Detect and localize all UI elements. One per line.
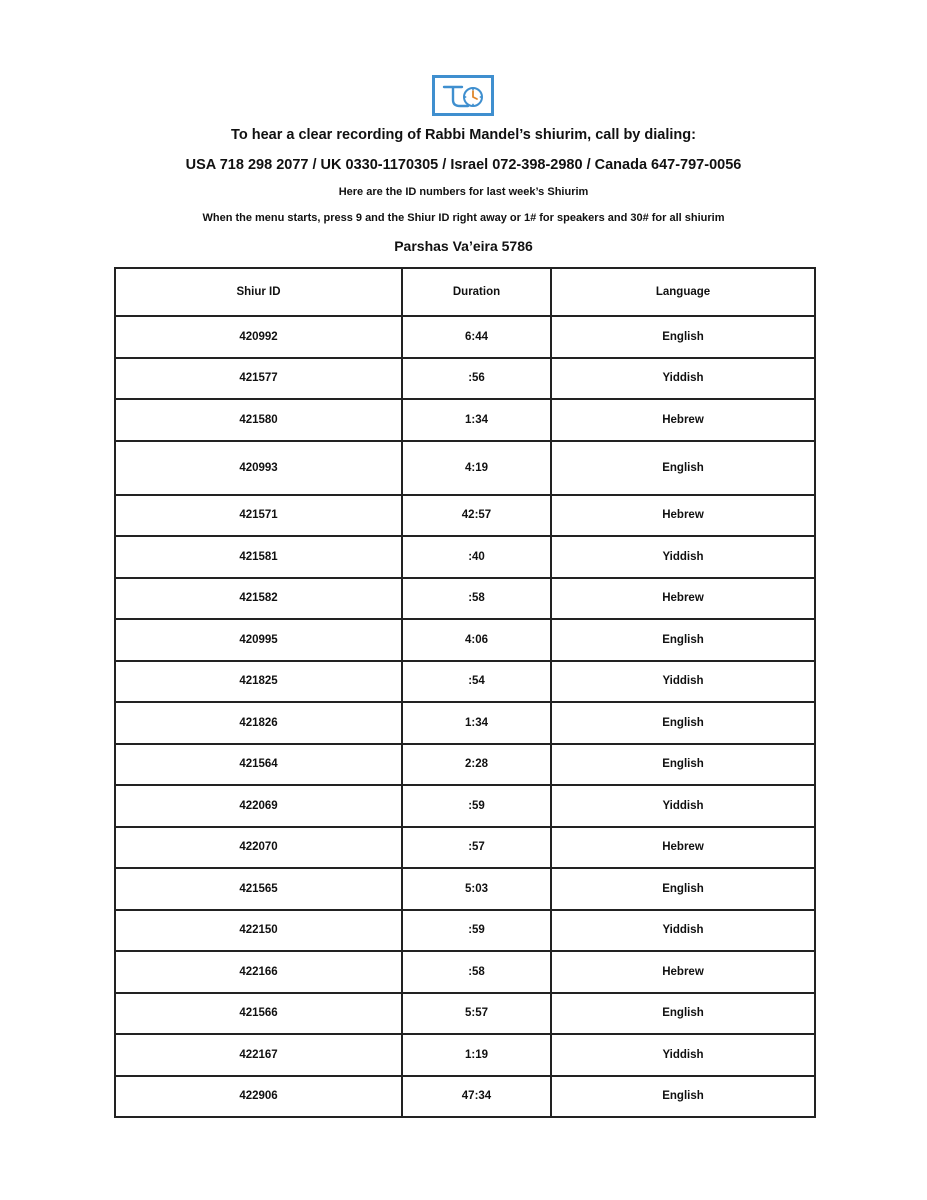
language-cell: English — [551, 868, 815, 910]
table-row — [115, 619, 815, 661]
language-cell: English — [551, 993, 815, 1035]
shiur-id-cell: 421577 — [115, 358, 402, 400]
duration-cell: 1:19 — [402, 1034, 551, 1076]
duration-cell: 6:44 — [402, 316, 551, 358]
duration-cell: :57 — [402, 827, 551, 869]
shiur-id-cell: 422166 — [115, 951, 402, 993]
tc-clock-logo-icon — [432, 75, 494, 116]
table-row — [115, 316, 815, 358]
duration-cell: :54 — [402, 661, 551, 703]
shiur-id-cell: 422150 — [115, 910, 402, 952]
table-row — [115, 399, 815, 441]
duration-cell: :56 — [402, 358, 551, 400]
language-cell: English — [551, 316, 815, 358]
duration-cell: 4:06 — [402, 619, 551, 661]
language-cell: English — [551, 441, 815, 495]
language-cell: Yiddish — [551, 661, 815, 703]
language-cell: English — [551, 702, 815, 744]
duration-cell: 47:34 — [402, 1076, 551, 1118]
shiur-id-cell: 421580 — [115, 399, 402, 441]
table-row — [115, 910, 815, 952]
shiur-id-cell: 421582 — [115, 578, 402, 620]
shiur-id-cell: 420995 — [115, 619, 402, 661]
duration-cell: 5:03 — [402, 868, 551, 910]
table-row — [115, 358, 815, 400]
table-row — [115, 702, 815, 744]
language-cell: Hebrew — [551, 951, 815, 993]
shiur-id-cell: 420992 — [115, 316, 402, 358]
table-row — [115, 868, 815, 910]
shiur-id-cell: 420993 — [115, 441, 402, 495]
table-row — [115, 536, 815, 578]
duration-cell: 42:57 — [402, 495, 551, 537]
duration-cell: :59 — [402, 785, 551, 827]
table-header-row — [115, 268, 815, 316]
duration-cell: :40 — [402, 536, 551, 578]
menu-instructions: When the menu starts, press 9 and the Shiur ID right away or 1# for speakers and 30# for all shiurim — [202, 212, 725, 224]
table-row — [115, 993, 815, 1035]
language-cell: English — [551, 619, 815, 661]
parsha-title: Parshas Va’eira 5786 — [394, 238, 533, 254]
table-row — [115, 827, 815, 869]
column-header-duration: Duration — [402, 268, 551, 316]
duration-cell: :58 — [402, 578, 551, 620]
shiur-id-cell: 421571 — [115, 495, 402, 537]
language-cell: Hebrew — [551, 399, 815, 441]
id-numbers-note: Here are the ID numbers for last week’s Shiurim — [338, 186, 589, 198]
column-header-language: Language — [551, 268, 815, 316]
shiur-id-cell: 422167 — [115, 1034, 402, 1076]
language-cell: Hebrew — [551, 495, 815, 537]
language-cell: Yiddish — [551, 1034, 815, 1076]
phone-numbers: USA 718 298 2077 / UK 0330-1170305 / Israel 072-398-2980 / Canada 647-797-0056 — [185, 157, 742, 173]
dial-in-heading: To hear a clear recording of Rabbi Mandel’s shiurim, call by dialing: — [231, 127, 696, 143]
table-row — [115, 661, 815, 703]
shiur-id-cell: 421564 — [115, 744, 402, 786]
shiur-id-cell: 422906 — [115, 1076, 402, 1118]
language-cell: Hebrew — [551, 827, 815, 869]
table-row — [115, 578, 815, 620]
duration-cell: 1:34 — [402, 399, 551, 441]
language-cell: Yiddish — [551, 358, 815, 400]
duration-cell: 2:28 — [402, 744, 551, 786]
shiur-id-cell: 421565 — [115, 868, 402, 910]
language-cell: Yiddish — [551, 785, 815, 827]
table-row — [115, 1076, 815, 1118]
column-header-shiur-id: Shiur ID — [115, 268, 402, 316]
shiur-id-cell: 421826 — [115, 702, 402, 744]
duration-cell: :58 — [402, 951, 551, 993]
language-cell: Hebrew — [551, 578, 815, 620]
language-cell: Yiddish — [551, 536, 815, 578]
language-cell: Yiddish — [551, 910, 815, 952]
duration-cell: 4:19 — [402, 441, 551, 495]
table-row — [115, 951, 815, 993]
table-row — [115, 744, 815, 786]
duration-cell: 5:57 — [402, 993, 551, 1035]
table-row — [115, 785, 815, 827]
language-cell: English — [551, 744, 815, 786]
shiur-id-cell: 421825 — [115, 661, 402, 703]
duration-cell: 1:34 — [402, 702, 551, 744]
shiur-id-cell: 422070 — [115, 827, 402, 869]
duration-cell: :59 — [402, 910, 551, 952]
table-row — [115, 441, 815, 495]
shiur-id-cell: 421581 — [115, 536, 402, 578]
language-cell: English — [551, 1076, 815, 1118]
shiur-id-cell: 421566 — [115, 993, 402, 1035]
shiurim-table — [114, 267, 816, 1118]
table-row — [115, 495, 815, 537]
table-row — [115, 1034, 815, 1076]
shiur-id-cell: 422069 — [115, 785, 402, 827]
